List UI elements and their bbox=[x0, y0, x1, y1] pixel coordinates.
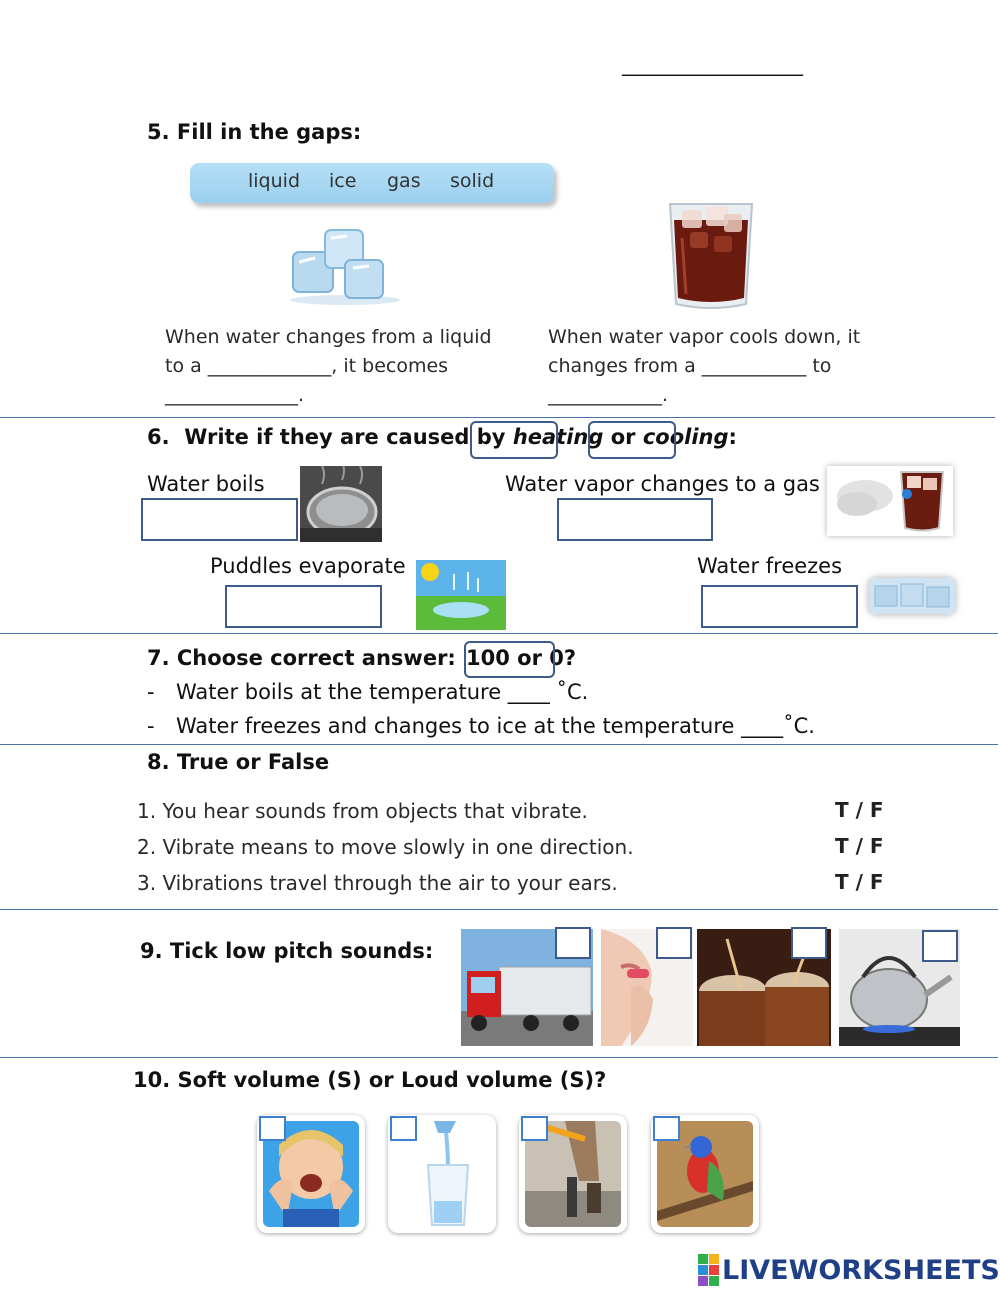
word-cooling: cooling bbox=[642, 425, 729, 449]
options-outline bbox=[464, 641, 555, 678]
tick-box-bird[interactable] bbox=[653, 1116, 680, 1141]
vapor-glass-image bbox=[827, 466, 953, 536]
q5-right-line: ____________. bbox=[548, 384, 669, 406]
q6-title: 6. Write if they are caused by heating or cooling: bbox=[147, 425, 737, 449]
divider bbox=[0, 909, 998, 910]
iced-drink-image bbox=[664, 198, 758, 313]
answer-box-water-boils[interactable] bbox=[141, 498, 298, 541]
ice-cubes-image bbox=[285, 222, 405, 307]
tf-choice-2[interactable]: T / F bbox=[835, 834, 884, 858]
q7-title: 7. Choose correct answer: bbox=[147, 646, 456, 670]
word-heating: heating bbox=[512, 425, 604, 449]
tf-choice-3[interactable]: T / F bbox=[835, 870, 884, 894]
q5-right-line: changes from a ___________ to bbox=[548, 355, 832, 377]
tf-choice-1[interactable]: T / F bbox=[835, 798, 884, 822]
q9-title: 9. Tick low pitch sounds: bbox=[140, 939, 434, 963]
tick-box-shouting[interactable] bbox=[259, 1116, 286, 1141]
q7-line-text: Water freezes and changes to ice at the temperature ____˚C. bbox=[176, 714, 815, 738]
item-puddles: Puddles evaporate bbox=[210, 554, 406, 578]
tick-box-drums[interactable] bbox=[791, 927, 827, 959]
q7-line-1: - Water boils at the temperature ____ ˚C. bbox=[147, 680, 589, 704]
q7-line-text: Water boils at the temperature ____ ˚C. bbox=[176, 680, 589, 704]
word-bank-item: solid bbox=[450, 170, 495, 192]
tick-box-whistle[interactable] bbox=[656, 927, 692, 959]
divider bbox=[0, 417, 995, 418]
q7-line-2: - Water freezes and changes to ice at the temperature ____˚C. bbox=[147, 714, 815, 738]
tick-box-jackhammer[interactable] bbox=[521, 1116, 548, 1141]
q7-options: 100 or 0? bbox=[466, 646, 577, 670]
tick-box-kettle[interactable] bbox=[922, 930, 958, 962]
tf-statement-1: 1. You hear sounds from objects that vibrate. bbox=[137, 799, 588, 823]
q5-left-line: to a _____________, it becomes bbox=[165, 355, 449, 377]
answer-box-freezes[interactable] bbox=[701, 585, 858, 628]
tf-statement-3: 3. Vibrations travel through the air to your ears. bbox=[137, 871, 618, 895]
q10-title: 10. Soft volume (S) or Loud volume (S)? bbox=[133, 1068, 607, 1092]
divider bbox=[0, 1057, 998, 1058]
tick-box-water-glass[interactable] bbox=[390, 1116, 417, 1141]
q5-right-sentence bbox=[548, 323, 860, 410]
item-water-boils: Water boils bbox=[147, 472, 265, 496]
q5-left-sentence bbox=[165, 323, 492, 410]
brand-name: LIVEWORKSHEETS bbox=[722, 1254, 1000, 1286]
item-water-freezes: Water freezes bbox=[697, 554, 843, 578]
word-bank-item: ice bbox=[329, 170, 357, 192]
answer-box-water-vapor[interactable] bbox=[557, 498, 713, 541]
divider bbox=[0, 633, 998, 634]
liveworksheets-mark-icon bbox=[698, 1254, 719, 1286]
word-bank bbox=[190, 163, 554, 203]
tick-box-truck[interactable] bbox=[555, 927, 591, 959]
boiling-pot-image bbox=[300, 466, 382, 542]
item-water-vapor: Water vapor changes to a gas bbox=[505, 472, 820, 496]
word-bank-item: liquid bbox=[248, 170, 300, 192]
frozen-ice-image bbox=[869, 578, 955, 614]
q5-title: 5. Fill in the gaps: bbox=[147, 120, 362, 144]
q8-title: 8. True or False bbox=[147, 750, 330, 774]
q5-right-line: When water vapor cools down, it bbox=[548, 326, 861, 348]
q5-left-line: When water changes from a liquid bbox=[165, 326, 492, 348]
q5-left-line: ______________. bbox=[165, 384, 305, 406]
cooling-outline bbox=[588, 421, 676, 459]
word-bank-item: gas bbox=[387, 170, 421, 192]
name-line: ____________________ bbox=[622, 52, 802, 76]
liveworksheets-logo bbox=[698, 1255, 1000, 1285]
divider bbox=[0, 744, 998, 745]
tf-statement-2: 2. Vibrate means to move slowly in one direction. bbox=[137, 835, 634, 859]
answer-box-puddles[interactable] bbox=[225, 585, 382, 628]
heating-outline bbox=[470, 421, 558, 459]
evaporation-image bbox=[416, 560, 506, 630]
